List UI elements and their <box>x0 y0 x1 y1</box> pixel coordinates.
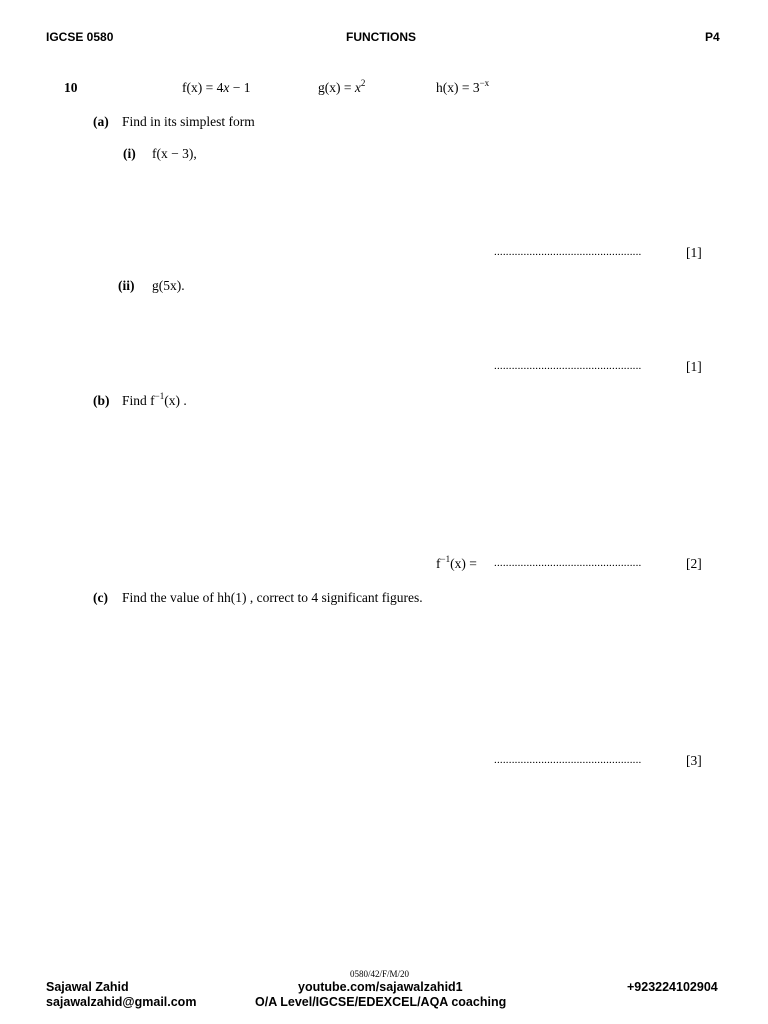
answer-line-b[interactable]: .................................................. <box>494 557 642 569</box>
part-a-label: (a) <box>93 114 109 129</box>
f-def-rhs: − 1 <box>229 80 251 95</box>
footer-youtube: youtube.com/sajawalzahid1 <box>298 980 463 994</box>
g-def-lhs: g(x) = <box>318 80 355 95</box>
part-b-text-pre: Find f <box>122 393 155 408</box>
part-a-text: Find in its simplest form <box>122 114 255 129</box>
footer-email: sajawalzahid@gmail.com <box>46 995 197 1009</box>
header-left: IGCSE 0580 <box>46 30 114 44</box>
marks-a-i: [1] <box>686 245 702 260</box>
part-c-label: (c) <box>93 590 108 605</box>
answer-prefix-b-post: (x) = <box>450 556 477 571</box>
header-title: FUNCTIONS <box>346 30 416 44</box>
part-b-text-sup: −1 <box>154 391 165 401</box>
header-right: P4 <box>705 30 720 44</box>
question-number: 10 <box>64 80 78 95</box>
footer-name: Sajawal Zahid <box>46 980 129 994</box>
answer-line-a-ii[interactable]: .................................................. <box>494 360 642 372</box>
answer-prefix-b-pre: f <box>436 556 441 571</box>
f-def-var: x <box>223 80 230 95</box>
answer-prefix-b-sup: −1 <box>440 554 451 564</box>
part-b-label: (b) <box>93 393 110 408</box>
function-f-definition <box>182 80 250 96</box>
part-a-ii-label: (ii) <box>118 278 135 293</box>
paper-code: 0580/42/F/M/20 <box>350 969 410 979</box>
answer-prefix-b <box>436 556 477 572</box>
g-def-var: x <box>354 80 361 95</box>
part-a-i-expression: f(x − 3), <box>152 146 197 161</box>
answer-line-a-i[interactable]: .................................................. <box>494 246 642 258</box>
footer-coaching: O/A Level/IGCSE/EDEXCEL/AQA coaching <box>255 995 507 1009</box>
h-def-exp: −x <box>479 78 490 88</box>
f-def-lhs: f(x) = 4 <box>182 80 224 95</box>
h-def-lhs: h(x) = 3 <box>436 80 480 95</box>
g-def-exp: 2 <box>360 78 366 88</box>
part-b-text <box>122 393 187 409</box>
part-a-i-label: (i) <box>123 146 136 161</box>
marks-b: [2] <box>686 556 702 571</box>
function-h-definition <box>436 80 489 96</box>
part-a-ii-expression: g(5x). <box>152 278 185 293</box>
marks-c: [3] <box>686 753 702 768</box>
footer-phone: +923224102904 <box>627 980 718 994</box>
part-c-text: Find the value of hh(1) , correct to 4 significant figures. <box>122 590 423 605</box>
function-g-definition <box>318 80 365 96</box>
marks-a-ii: [1] <box>686 359 702 374</box>
answer-line-c[interactable]: .................................................. <box>494 754 642 766</box>
part-b-text-post: (x) . <box>164 393 187 408</box>
